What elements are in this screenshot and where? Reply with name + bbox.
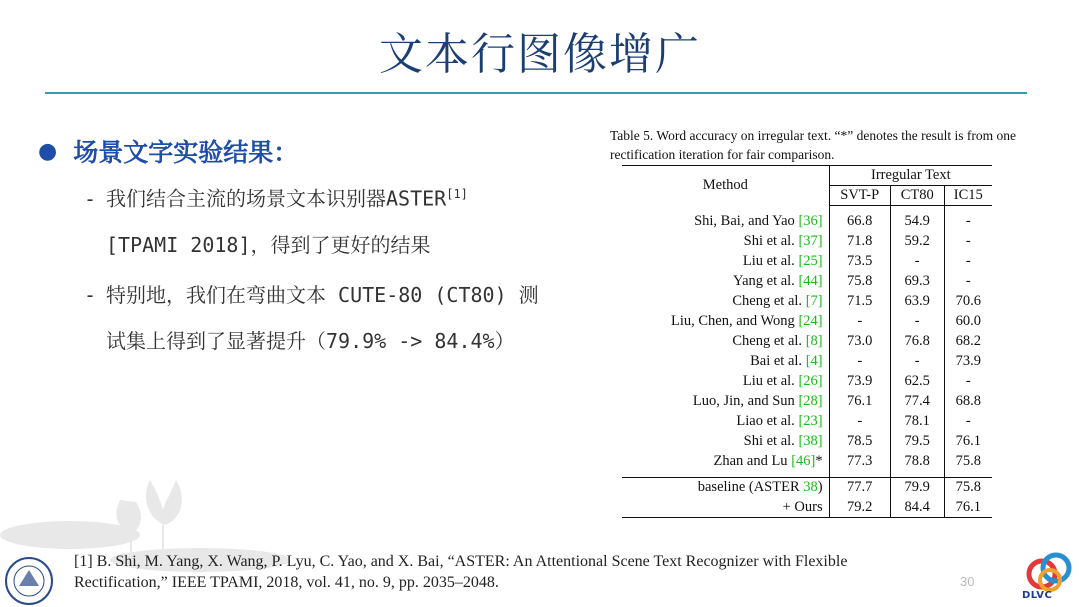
sub-bullet-1-line2: [TPAMI 2018]，得到了更好的结果 xyxy=(106,232,431,257)
logo-text: DLVC xyxy=(1022,590,1053,601)
method-cell: + Ours xyxy=(622,498,829,518)
citation-link[interactable]: [23] xyxy=(798,413,823,429)
value-cell: 63.9 xyxy=(890,292,944,312)
value-cell: 76.1 xyxy=(829,392,890,412)
bullet-dot-icon: ● xyxy=(38,138,58,164)
citation-link[interactable]: [8] xyxy=(805,333,823,349)
method-cell: baseline (ASTER 38) xyxy=(622,478,829,498)
dash-icon: - xyxy=(84,186,97,211)
value-cell: 70.6 xyxy=(955,293,981,309)
value-cell: 68.8 xyxy=(955,393,981,409)
sub-bullet-1-citation: [1] xyxy=(446,187,468,201)
value-cell: 76.1 xyxy=(944,498,992,518)
page-number: 30 xyxy=(960,574,975,589)
method-cell: Luo, Jin, and Sun [28] xyxy=(622,392,829,412)
citation-link[interactable]: [44] xyxy=(798,273,823,289)
university-seal-icon xyxy=(4,556,54,606)
value-cell: - xyxy=(890,312,944,332)
method-cell: Yang et al. [44] xyxy=(622,272,829,292)
method-cell: Liu et al. [25] xyxy=(622,252,829,272)
citation-link[interactable]: [36] xyxy=(798,213,823,229)
table-row xyxy=(622,392,992,412)
value-cell: 68.2 xyxy=(955,333,981,349)
value-cell: 59.2 xyxy=(890,232,944,252)
value-cell: - xyxy=(965,413,971,429)
value-cell: 78.5 xyxy=(829,432,890,452)
method-cell: Shi et al. [38] xyxy=(622,432,829,452)
citation-link[interactable]: [24] xyxy=(798,313,823,329)
group-header: Irregular Text xyxy=(829,166,992,186)
table-row xyxy=(622,212,992,232)
method-cell: Cheng et al. [8] xyxy=(622,332,829,352)
citation-link[interactable]: [7] xyxy=(805,293,823,309)
citation-link[interactable]: 38 xyxy=(803,479,818,496)
citation-link[interactable]: [37] xyxy=(798,233,823,249)
value-cell: 78.8 xyxy=(890,452,944,472)
sub-bullet-1-line1: 我们结合主流的场景文本识别器ASTER xyxy=(106,186,447,211)
table-row xyxy=(622,412,992,432)
table-row xyxy=(622,452,992,472)
method-cell: Bai et al. [4] xyxy=(622,352,829,372)
table-row-ours xyxy=(622,498,992,518)
table-row xyxy=(622,312,992,332)
slide-title: 文本行图像增广 xyxy=(379,29,701,80)
citation-link[interactable]: [28] xyxy=(798,393,823,409)
value-cell: 71.5 xyxy=(829,292,890,312)
value-cell: - xyxy=(829,352,890,372)
value-cell: 73.9 xyxy=(955,353,981,369)
col-header-ct80: CT80 xyxy=(890,186,944,206)
value-cell: 79.9 xyxy=(890,478,944,498)
table-row xyxy=(622,252,992,272)
value-cell: 75.8 xyxy=(955,453,981,469)
value-cell: - xyxy=(965,253,971,269)
table-row xyxy=(622,292,992,312)
value-cell: 77.7 xyxy=(829,478,890,498)
value-cell: 69.3 xyxy=(890,272,944,292)
value-cell: 75.8 xyxy=(944,478,992,498)
value-cell: - xyxy=(965,273,971,289)
value-cell: 79.5 xyxy=(890,432,944,452)
value-cell: 54.9 xyxy=(890,212,944,232)
sub-bullet-2-line2: 试集上得到了显著提升（79.9% -> 84.4%） xyxy=(106,329,515,353)
citation-link[interactable]: [38] xyxy=(798,433,823,449)
table-row-baseline xyxy=(622,478,992,498)
value-cell: - xyxy=(829,412,890,432)
sub-bullet-2 xyxy=(84,272,594,364)
footnote-line2: Rectification,” IEEE TPAMI, 2018, vol. 41, no. 9, pp. 2035–2048. xyxy=(74,574,499,591)
value-cell: - xyxy=(890,352,944,372)
method-cell: Liu, Chen, and Wong [24] xyxy=(622,312,829,332)
col-header-svtp: SVT-P xyxy=(829,186,890,206)
col-header-ic15: IC15 xyxy=(944,186,992,206)
value-cell: - xyxy=(965,373,971,389)
value-cell: 76.1 xyxy=(955,433,981,449)
title-divider xyxy=(45,92,1027,94)
value-cell: 75.8 xyxy=(829,272,890,292)
method-cell: Shi, Bai, and Yao [36] xyxy=(622,212,829,232)
value-cell: 76.8 xyxy=(890,332,944,352)
table-row xyxy=(622,332,992,352)
method-cell: Liu et al. [26] xyxy=(622,372,829,392)
value-cell: 84.4 xyxy=(890,498,944,518)
table-row xyxy=(622,272,992,292)
sub-bullet-2-line1: 特别地，我们在弯曲文本 CUTE-80 (CT80) 测 xyxy=(106,283,539,307)
value-cell: 77.3 xyxy=(829,452,890,472)
value-cell: 66.8 xyxy=(829,212,890,232)
table-row xyxy=(622,432,992,452)
results-table xyxy=(622,165,992,518)
value-cell: 62.5 xyxy=(890,372,944,392)
sub-bullet-1 xyxy=(84,171,594,268)
method-cell: Liao et al. [23] xyxy=(622,412,829,432)
table-row xyxy=(622,352,992,372)
citation-link[interactable]: [25] xyxy=(798,253,823,269)
value-cell: - xyxy=(829,312,890,332)
value-cell: - xyxy=(965,233,971,249)
main-bullet-text: 场景文字实验结果： xyxy=(73,138,299,167)
main-bullet xyxy=(38,133,298,169)
value-cell: 78.1 xyxy=(890,412,944,432)
method-cell: Shi et al. [37] xyxy=(622,232,829,252)
value-cell: 71.8 xyxy=(829,232,890,252)
table-row xyxy=(622,232,992,252)
citation-link[interactable]: [26] xyxy=(798,373,823,389)
table-row xyxy=(622,372,992,392)
footnote-line1: [1] B. Shi, M. Yang, X. Wang, P. Lyu, C. Yao, and X. Bai, “ASTER: An Attentional Scene Text Recognizer with Flexible xyxy=(74,553,848,570)
value-cell: - xyxy=(890,252,944,272)
table-caption: Table 5. Word accuracy on irregular text. “*” denotes the result is from one rectification iteration for fair comparison. xyxy=(610,128,1016,162)
footnote-reference xyxy=(74,551,974,593)
dash-icon: - xyxy=(84,283,97,307)
value-cell: 79.2 xyxy=(829,498,890,518)
value-cell: 73.5 xyxy=(829,252,890,272)
value-cell: 73.9 xyxy=(829,372,890,392)
value-cell: 60.0 xyxy=(955,313,981,329)
citation-link[interactable]: [4] xyxy=(805,353,823,369)
method-cell: Cheng et al. [7] xyxy=(622,292,829,312)
citation-link[interactable]: [46] xyxy=(791,453,816,469)
value-cell: 77.4 xyxy=(890,392,944,412)
method-header: Method xyxy=(622,166,829,206)
value-cell: 73.0 xyxy=(829,332,890,352)
value-cell: - xyxy=(965,213,971,229)
method-cell: Zhan and Lu [46]* xyxy=(622,452,829,472)
table-header-row xyxy=(622,166,992,186)
table-body xyxy=(622,212,992,472)
